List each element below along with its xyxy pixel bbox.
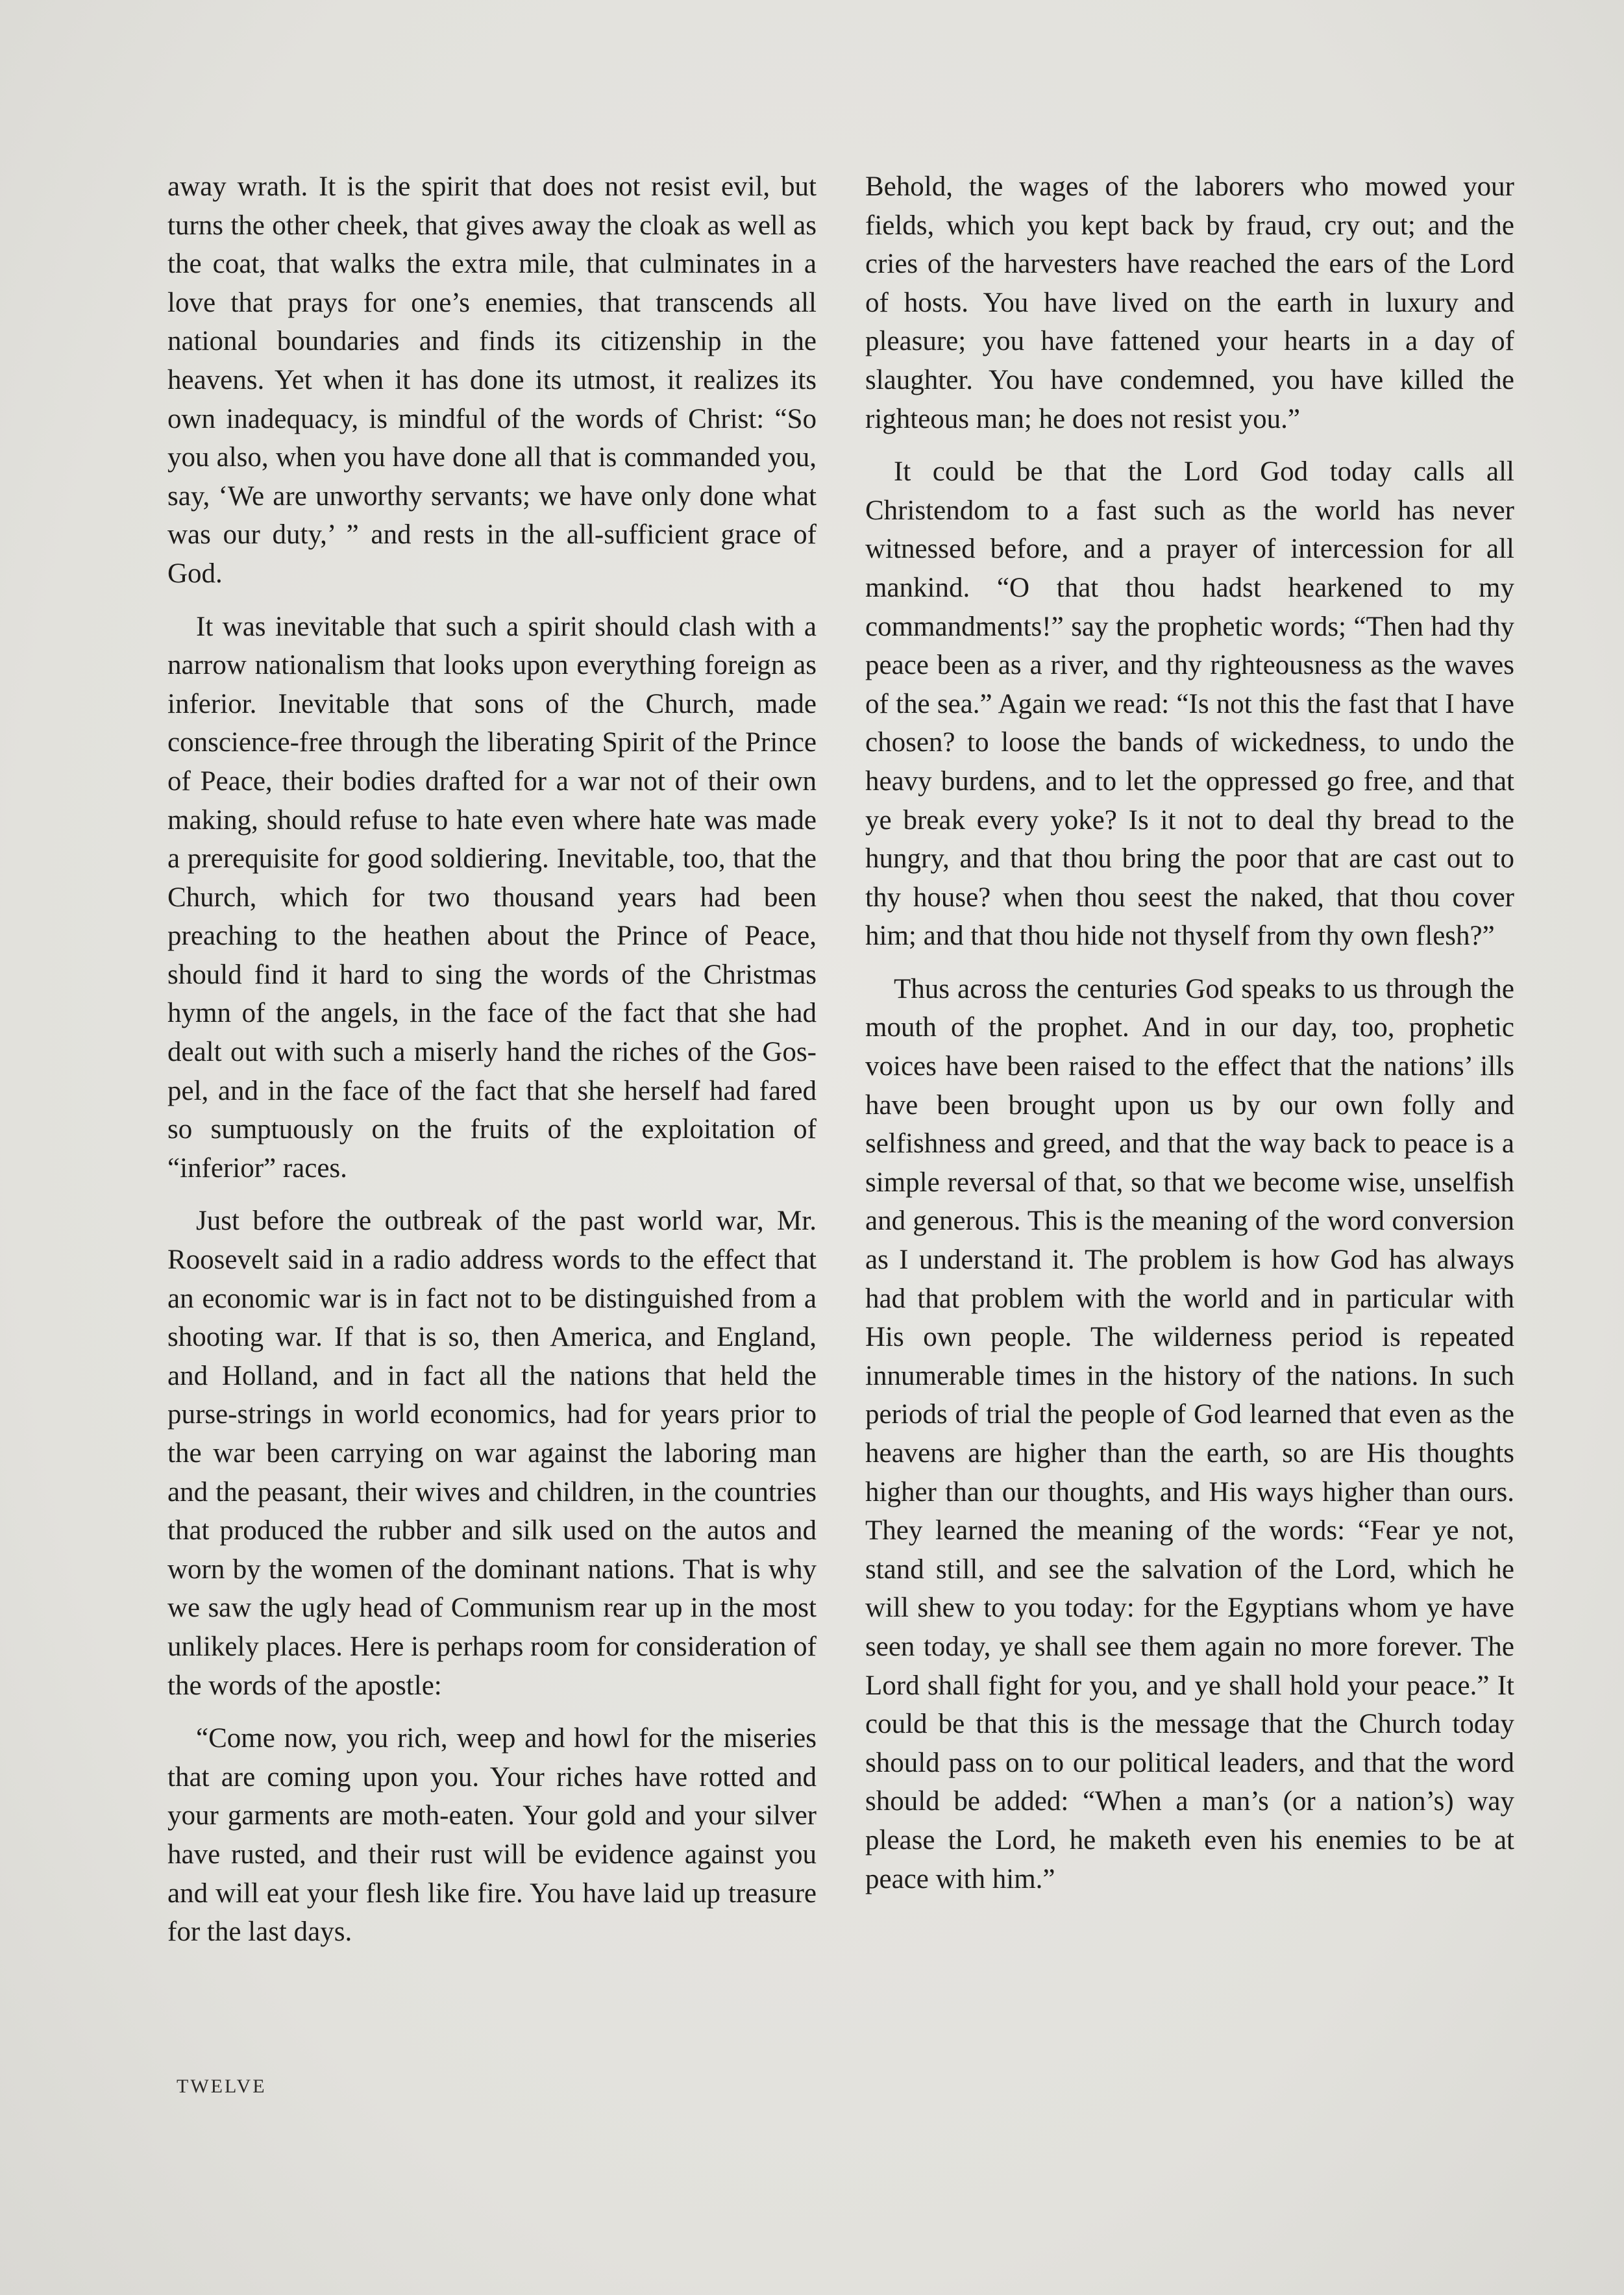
right-column (865, 167, 1514, 1913)
paragraph: It was inevitable that such a spirit should clash with a narrow nationalism that looks upon everything foreign as inferior. Inevitable that sons of the Church, made conscience-free through the liberating Spirit of the Prince of Peace, their bodies drafted for a war not of their own making, should refuse to hate even where hate was made a prerequisite for good soldiering. Inevitable, too, that the Church, which for two thousand years had been preaching to the heathen about the Prince of Peace, should find it hard to sing the words of the Christmas hymn of the angels, in the face of the fact that she had dealt out with such a miserly hand the riches of the Gospel, and in the face of the fact that she herself had fared so sumptuously on the fruits of the exploitation of “inferior” races. (167, 611, 817, 1184)
paragraph: Behold, the wages of the laborers who mowed your fields, which you kept back by fraud, cry out; and the cries of the harvesters have reached the ears of the Lord of hosts. You have lived on the earth in luxury and pleasure; you have fattened your hearts in a day of slaughter. You have condemned, you have killed the righteous man; he does not resist you.” (865, 171, 1514, 434)
paragraph: away wrath. It is the spirit that does not resist evil, but turns the other cheek, that gives away the cloak as well as the coat, that walks the extra mile, that culminates in a love that prays for one’s enemies, that transcends all national boundaries and finds its citizenship in the heavens. Yet when it has done its utmost, it realizes its own inadequacy, is mindful of the words of Christ: “So you also, when you have done all that is commanded you, say, ‘We are unworthy servants; we have only done what was our duty,’ ” and rests in the all-sufficient grace of God. (167, 171, 817, 589)
left-column (167, 167, 817, 1966)
paragraph: It could be that the Lord God today calls all Christendom to a fast such as the world has never witnessed before, and a prayer of intercession for all mankind. “O that thou hadst hearkened to my commandments!” say the prophetic words; “Then had thy peace been as a river, and thy righteousness as the waves of the sea.” Again we read: “Is not this the fast that I have chosen? to loose the bands of wickedness, to undo the heavy burdens, and to let the oppressed go free, and that ye break every yoke? Is it not to deal thy bread to the hungry, and that thou bring the poor that are cast out to thy house? when thou seest the naked, that thou cover him; and that thou hide not thyself from thy own flesh?” (865, 456, 1514, 952)
paragraph: Just before the outbreak of the past world war, Mr. Roosevelt said in a radio address words to the effect that an economic war is in fact not to be distinguished from a shooting war. If that is so, then America, and England, and Holland, and in fact all the nations that held the purse-strings in world economics, had for years prior to the war been carrying on war against the laboring man and the peasant, their wives and children, in the countries that produced the rubber and silk used on the autos and worn by the women of the dominant nations. That is why we saw the ugly head of Communism rear up in the most unlikely places. Here is perhaps room for consideration of the words of the apostle: (167, 1206, 817, 1701)
paragraph: “Come now, you rich, weep and howl for the miseries that are coming upon you. Your riches have rotted and your garments are moth-eaten. Your gold and your silver have rusted, and their rust will be evidence against you and will eat your flesh like fire. You have laid up treasure for the last days. (167, 1723, 817, 1948)
page-number: TWELVE (177, 2076, 267, 2097)
paragraph: Thus across the centuries God speaks to us through the mouth of the prophet. And in our day, too, prophetic voices have been raised to the effect that the nations’ ills have been brought upon us by our own folly and selfishness and greed, and that the way back to peace is a simple reversal of that, so that we become wise, unselfish and generous. This is the meaning of the word conversion as I understand it. The problem is how God has always had that problem with the world and in particular with His own people. The wilderness period is repeated innumerable times in the history of the nations. In such periods of trial the people of God learned that even as the heavens are higher than the earth, so are His thoughts higher than our thoughts, and His ways higher than ours. They learned the meaning of the words: “Fear ye not, stand still, and see the salvation of the Lord, which he will shew to you today: for the Egyptians whom ye have seen today, ye shall see them again no more forever. The Lord shall fight for you, and ye shall hold your peace.” It could be that this is the message that the Church today should pass on to our political leaders, and that the word should be added: “When a man’s (or a nation’s) way please the Lord, he maketh even his enemies to be at peace with him.” (865, 973, 1514, 1894)
